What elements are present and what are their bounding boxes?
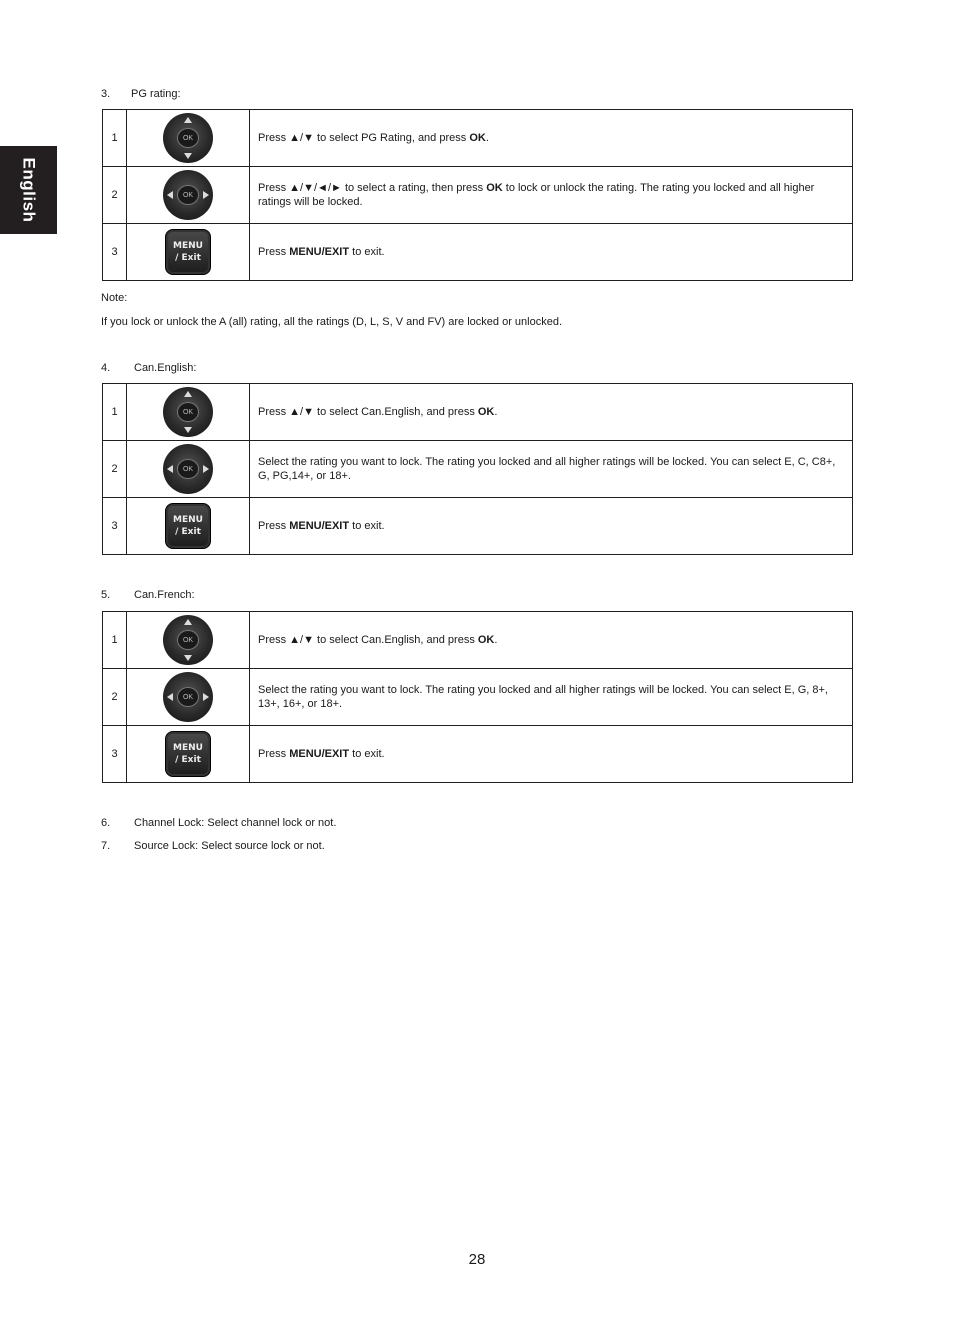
table-row: 1 OK Press ▲/▼ to select Can.English, and press OK. (103, 384, 853, 441)
step-text: Press ▲/▼/◄/► to select a rating, then press OK to lock or unlock the rating. The rating you locked and all higher ratings will be locked. (250, 167, 853, 224)
menu-exit-key-icon: MENU / Exit (165, 229, 211, 275)
note-label: Note: (101, 292, 128, 304)
list-item-source-lock: 7. Source Lock: Select source lock or not. (101, 840, 325, 852)
dpad-updown-icon: OK (163, 615, 213, 665)
table-row: 2 OK Press ▲/▼/◄/► to select a rating, then press OK to lock or unlock the rating. The rating you locked and all higher ratings will be locked. (103, 167, 853, 224)
note-text: If you lock or unlock the A (all) rating, all the ratings (D, L, S, V and FV) are locked or unlocked. (101, 316, 563, 328)
dpad-updown-icon: OK (163, 387, 213, 437)
section-heading-pg-rating: 3. PG rating: (101, 88, 181, 100)
step-text: Select the rating you want to lock. The rating you locked and all higher ratings will be locked. You can select E, C, C8+, G, PG,14+, or 18+. (250, 441, 853, 498)
step-text: Press ▲/▼ to select Can.English, and press OK. (250, 384, 853, 441)
menu-exit-key-icon: MENU / Exit (165, 503, 211, 549)
dpad-leftright-icon: OK (163, 170, 213, 220)
table-row: 3 MENU / Exit Press MENU/EXIT to exit. (103, 224, 853, 281)
step-text: Press MENU/EXIT to exit. (250, 726, 853, 783)
step-text: Select the rating you want to lock. The rating you locked and all higher ratings will be locked. You can select E, G, 8+, 13+, 16+, or 18+. (250, 669, 853, 726)
dpad-updown-icon: OK (163, 113, 213, 163)
table-row: 1 OK Press ▲/▼ to select Can.English, and press OK. (103, 612, 853, 669)
dpad-leftright-icon: OK (163, 444, 213, 494)
dpad-leftright-icon: OK (163, 672, 213, 722)
step-text: Press ▲/▼ to select Can.English, and press OK. (250, 612, 853, 669)
table-row: 1 OK Press ▲/▼ to select PG Rating, and press OK. (103, 110, 853, 167)
language-tab (0, 146, 57, 234)
table-row: 2 OK Select the rating you want to lock. The rating you locked and all higher ratings will be locked. You can select E, G, 8+, 13+, 16+, or 18+. (103, 669, 853, 726)
steps-table-can-french (102, 611, 853, 783)
section-heading-can-english: 4. Can.English: (101, 362, 197, 374)
step-text: Press MENU/EXIT to exit. (250, 224, 853, 281)
language-tab-label: English (19, 157, 39, 223)
step-text: Press ▲/▼ to select PG Rating, and press OK. (250, 110, 853, 167)
list-item-channel-lock: 6. Channel Lock: Select channel lock or not. (101, 817, 337, 829)
menu-exit-key-icon: MENU / Exit (165, 731, 211, 777)
steps-table-pg-rating (102, 109, 853, 281)
table-row: 3 MENU / Exit Press MENU/EXIT to exit. (103, 726, 853, 783)
step-text: Press MENU/EXIT to exit. (250, 498, 853, 555)
section-heading-can-french: 5. Can.French: (101, 589, 195, 601)
steps-table-can-english (102, 383, 853, 555)
table-row: 3 MENU / Exit Press MENU/EXIT to exit. (103, 498, 853, 555)
table-row: 2 OK Select the rating you want to lock. The rating you locked and all higher ratings will be locked. You can select E, C, C8+, G, PG,14+, or 18+. (103, 441, 853, 498)
page-number: 28 (468, 1251, 486, 1268)
